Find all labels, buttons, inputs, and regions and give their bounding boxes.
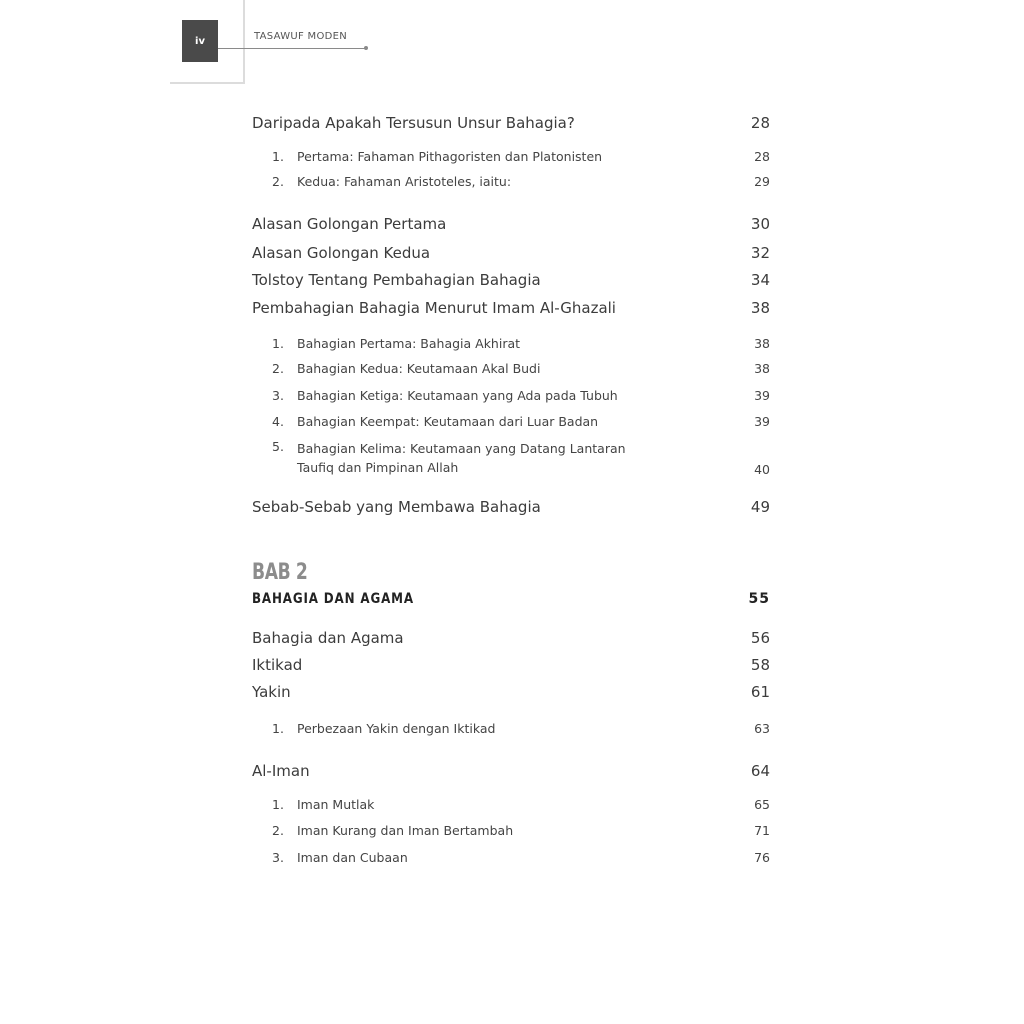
toc-entry-page: 30	[750, 215, 770, 233]
toc-subentry-label: Perbezaan Yakin dengan Iktikad	[297, 721, 496, 736]
toc-entry[interactable]	[252, 114, 770, 132]
toc-entry-page: 64	[750, 762, 770, 780]
toc-subentry-number: 1.	[272, 721, 284, 736]
toc-subentry[interactable]	[272, 336, 770, 351]
toc-subentry-label-line1: Bahagian Kelima: Keutamaan yang Datang Lantaran	[297, 441, 626, 456]
toc-entry-label: Alasan Golongan Kedua	[252, 244, 431, 262]
toc-entry-label: Daripada Apakah Tersusun Unsur Bahagia?	[252, 114, 575, 132]
page-number-badge	[182, 20, 218, 62]
toc-subentry-number: 2.	[272, 823, 284, 838]
toc-subentry-label: Bahagian Ketiga: Keutamaan yang Ada pada Tubuh	[297, 388, 618, 403]
chapter-label: BAB 2	[252, 560, 308, 585]
toc-entry-label: Al-Iman	[252, 762, 310, 780]
toc-subentry-number: 2.	[272, 174, 284, 189]
toc-subentry-page: 76	[754, 850, 770, 865]
toc-subentry[interactable]	[272, 388, 770, 403]
chapter-title: BAHAGIA DAN AGAMA	[252, 591, 414, 607]
running-head-title: TASAWUF MODEN	[254, 31, 348, 42]
toc-subentry-page: 63	[754, 721, 770, 736]
toc-entry-page: 61	[750, 683, 770, 701]
toc-entry[interactable]	[252, 215, 770, 233]
toc-entry-label: Bahagia dan Agama	[252, 629, 404, 647]
toc-subentry-number: 4.	[272, 414, 284, 429]
chapter-title-entry[interactable]	[252, 591, 770, 607]
toc-entry[interactable]	[252, 498, 770, 516]
toc-subentry-label: Pertama: Fahaman Pithagoristen dan Platonisten	[297, 149, 603, 164]
toc-subentry[interactable]	[272, 721, 770, 736]
toc-entry[interactable]	[252, 299, 770, 317]
chapter-page: 55	[748, 591, 770, 607]
toc-subentry-label: Bahagian Kedua: Keutamaan Akal Budi	[297, 361, 541, 376]
toc-subentry-number: 3.	[272, 388, 284, 403]
toc-subentry-page: 38	[754, 361, 770, 376]
toc-entry[interactable]	[252, 629, 770, 647]
toc-entry-page: 32	[750, 244, 770, 262]
toc-entry-page: 56	[750, 629, 770, 647]
toc-subentry-page: 38	[754, 336, 770, 351]
toc-subentry[interactable]	[272, 439, 770, 477]
toc-subentry[interactable]	[272, 823, 770, 838]
toc-subentry-label: Iman Kurang dan Iman Bertambah	[297, 823, 514, 838]
running-head-rule-dot	[364, 46, 368, 50]
toc-entry-label: Sebab-Sebab yang Membawa Bahagia	[252, 498, 541, 516]
toc-subentry-number: 2.	[272, 361, 284, 376]
toc-subentry-number: 3.	[272, 850, 284, 865]
toc-subentry[interactable]	[272, 850, 770, 865]
toc-subentry[interactable]	[272, 149, 770, 164]
toc-subentry-page: 29	[754, 174, 770, 189]
toc-entry-label: Alasan Golongan Pertama	[252, 215, 447, 233]
toc-subentry-page: 71	[754, 823, 770, 838]
toc-entry[interactable]	[252, 683, 770, 701]
toc-entry[interactable]	[252, 271, 770, 289]
toc-subentry-label: Bahagian Keempat: Keutamaan dari Luar Badan	[297, 414, 599, 429]
toc-subentry-page: 65	[754, 797, 770, 812]
toc-entry[interactable]	[252, 656, 770, 674]
toc-subentry-label: Kedua: Fahaman Aristoteles, iaitu:	[297, 174, 512, 189]
toc-entry-label: Iktikad	[252, 656, 303, 674]
toc-entry-page: 28	[750, 114, 770, 132]
frame-line-vertical	[243, 0, 245, 84]
toc-entry-label: Tolstoy Tentang Pembahagian Bahagia	[252, 271, 541, 289]
toc-entry-page: 49	[750, 498, 770, 516]
toc-subentry[interactable]	[272, 361, 770, 376]
toc-subentry-label: Bahagian Pertama: Bahagia Akhirat	[297, 336, 521, 351]
toc-entry-label: Pembahagian Bahagia Menurut Imam Al-Ghazali	[252, 299, 616, 317]
toc-subentry-page: 40	[754, 462, 770, 477]
toc-subentry-number: 1.	[272, 336, 284, 351]
toc-subentry[interactable]	[272, 414, 770, 429]
toc-entry-label: Yakin	[252, 683, 291, 701]
toc-entry-page: 34	[750, 271, 770, 289]
toc-entry-page: 38	[750, 299, 770, 317]
toc-entry-page: 58	[750, 656, 770, 674]
running-head-rule	[218, 48, 366, 49]
toc-entry[interactable]	[252, 762, 770, 780]
toc-subentry-label: Iman dan Cubaan	[297, 850, 408, 865]
toc-subentry-label-line2: Taufiq dan Pimpinan Allah	[297, 460, 459, 475]
toc-subentry-number: 5.	[272, 439, 284, 454]
toc-subentry-number: 1.	[272, 797, 284, 812]
toc-subentry[interactable]	[272, 797, 770, 812]
toc-subentry[interactable]	[272, 174, 770, 189]
toc-subentry-page: 39	[754, 388, 770, 403]
frame-line-horizontal	[170, 82, 245, 84]
toc-subentry-label: Iman Mutlak	[297, 797, 375, 812]
page-number: iv	[195, 35, 205, 47]
toc-subentry-number: 1.	[272, 149, 284, 164]
toc-entry[interactable]	[252, 244, 770, 262]
toc-subentry-page: 28	[754, 149, 770, 164]
toc-subentry-page: 39	[754, 414, 770, 429]
